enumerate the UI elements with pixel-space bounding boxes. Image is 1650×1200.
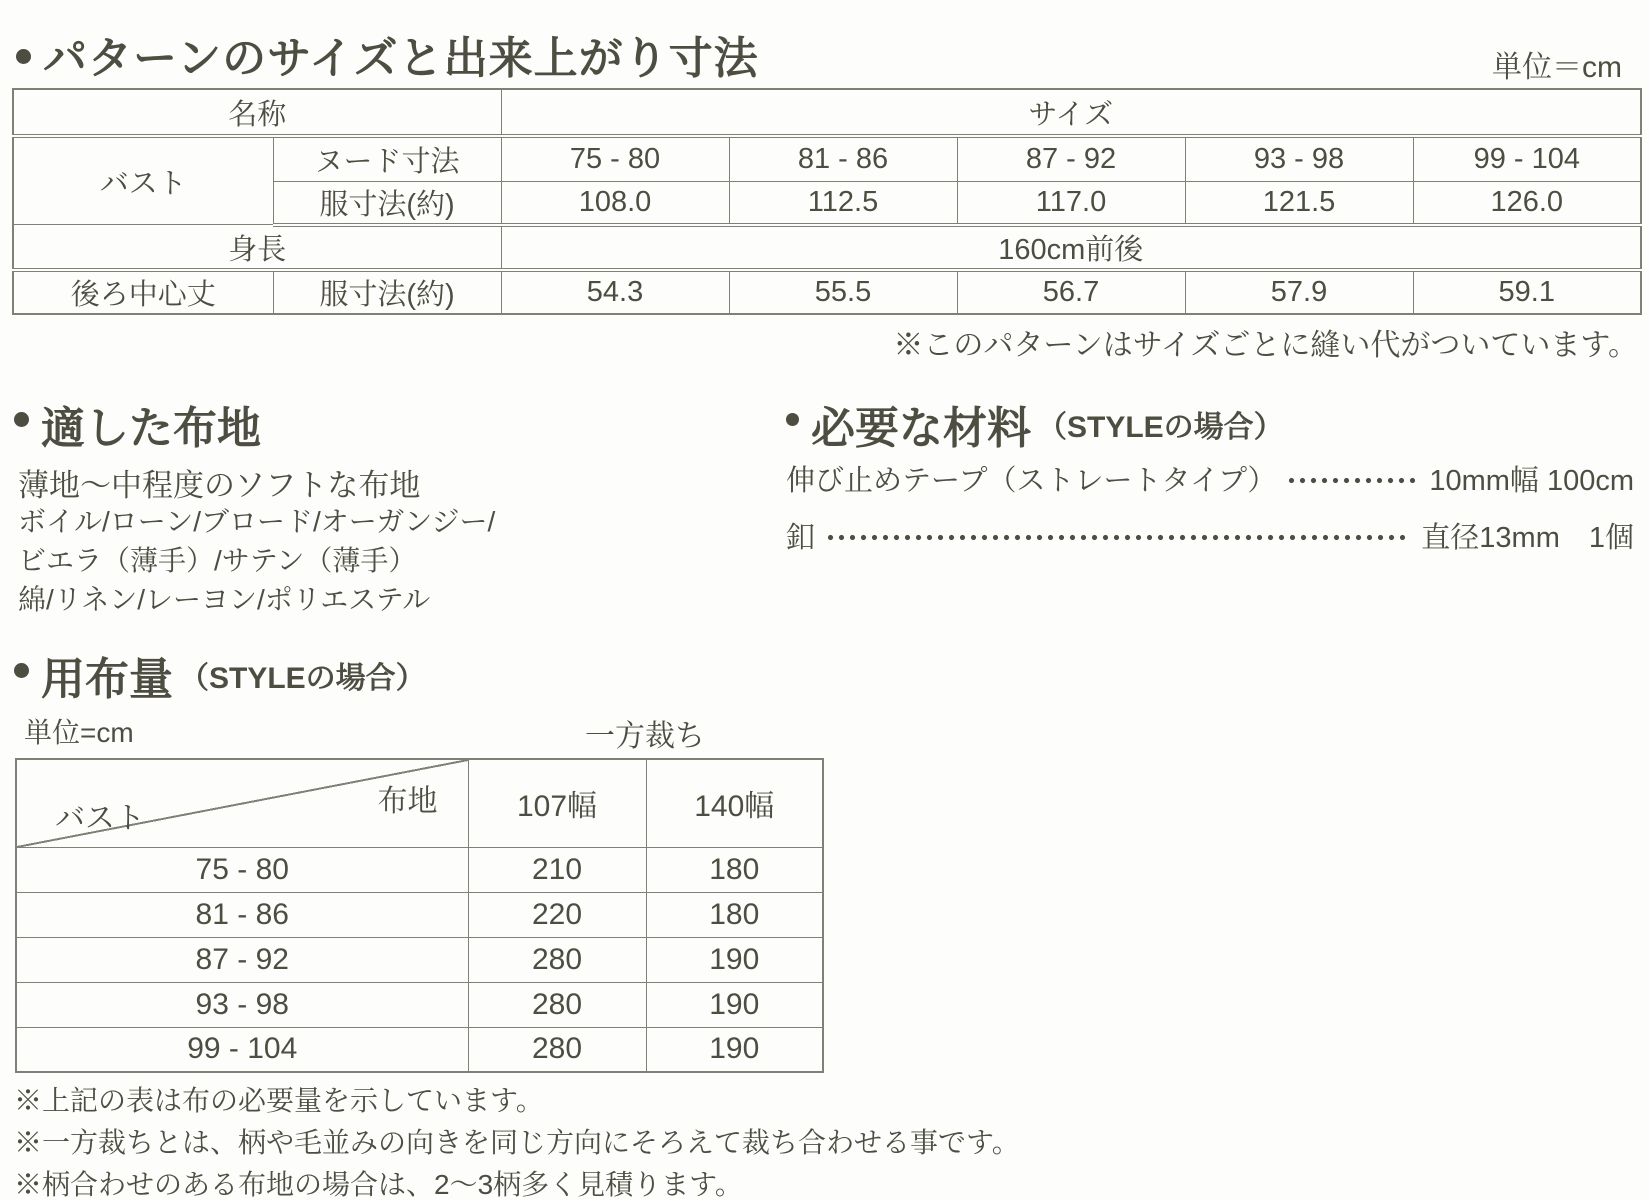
back-length-sub-label-cell: 服寸法(約) (273, 270, 501, 314)
yardage-140-cell: 190 (646, 937, 823, 982)
nude-value-cell: 99 - 104 (1413, 136, 1641, 181)
yardage-note-line: ※一方裁ちとは、柄や毛並みの向きを同じ方向にそろえて裁ち合わせる事です。 (14, 1127, 1020, 1158)
dot-leader (1286, 477, 1419, 484)
bullet-icon (786, 413, 799, 426)
corner-fabric-label: 布地 (377, 785, 438, 818)
materials-heading-suffix: （STYLEの場合） (1037, 411, 1284, 444)
nude-value-cell: 75 - 80 (501, 136, 729, 181)
yardage-107-cell: 280 (468, 937, 646, 982)
garment-value-cell: 117.0 (957, 181, 1185, 225)
width-140-header: 140幅 (646, 759, 823, 847)
back-length-value-cell: 55.5 (729, 270, 957, 314)
back-length-value-cell: 59.1 (1413, 270, 1641, 314)
nude-value-cell: 87 - 92 (957, 136, 1185, 181)
seam-allowance-note: ※このパターンはサイズごとに縫い代がついています。 (893, 329, 1638, 362)
yardage-heading (14, 643, 426, 707)
one-way-cut-label: 一方裁ち (585, 720, 705, 753)
back-length-row (13, 270, 1641, 314)
materials-heading-text: 必要な材料 (811, 404, 1031, 453)
bullet-icon (14, 663, 29, 678)
yardage-bust-cell: 87 - 92 (16, 937, 468, 982)
yardage-107-cell: 280 (468, 1027, 646, 1072)
yardage-bust-cell: 93 - 98 (16, 982, 468, 1027)
bust-nude-row (13, 136, 1641, 181)
corner-bust-label: バスト (55, 801, 145, 835)
fabrics-list-item: ボイル/ローン/ブロード/オーガンジー/ (18, 506, 496, 537)
page-title-text: パターンのサイズと出来上がり寸法 (43, 34, 759, 83)
garment-label-cell: 服寸法(約) (273, 181, 501, 225)
yardage-107-cell: 220 (468, 892, 646, 937)
size-table (12, 88, 1642, 315)
material-value: 直径13mm 1個 (1421, 522, 1634, 554)
back-length-value-cell: 54.3 (501, 270, 729, 314)
height-label-cell: 身長 (13, 225, 501, 270)
height-row (13, 225, 1641, 270)
bullet-icon (16, 49, 31, 64)
yardage-note-line: ※柄合わせのある布地の場合は、2～3柄多く見積ります。 (14, 1169, 743, 1200)
fabrics-heading-text: 適した布地 (41, 404, 261, 453)
fabrics-intro: 薄地～中程度のソフトな布地 (18, 468, 421, 503)
materials-list (786, 458, 1634, 572)
yardage-107-cell: 280 (468, 982, 646, 1027)
yardage-notes (14, 1080, 1020, 1200)
yardage-row (16, 892, 823, 937)
fabrics-list (18, 502, 495, 619)
nude-label-cell: ヌード寸法 (273, 136, 501, 181)
yardage-140-cell: 190 (646, 982, 823, 1027)
yardage-table (15, 758, 824, 1073)
back-length-value-cell: 57.9 (1185, 270, 1413, 314)
yardage-row (16, 847, 823, 892)
back-length-label-cell: 後ろ中心丈 (13, 270, 273, 314)
garment-value-cell: 112.5 (729, 181, 957, 225)
materials-heading (786, 392, 1284, 456)
width-107-header: 107幅 (468, 759, 646, 847)
bust-label-cell: バスト (13, 136, 273, 225)
unit-label-top: 単位＝cm (1492, 51, 1622, 84)
yardage-note-line: ※上記の表は布の必要量を示しています。 (14, 1085, 544, 1116)
yardage-140-cell: 190 (646, 1027, 823, 1072)
garment-value-cell: 121.5 (1185, 181, 1413, 225)
header-size-cell: サイズ (501, 89, 1641, 136)
yardage-heading-text: 用布量 (41, 655, 173, 704)
yardage-107-cell: 210 (468, 847, 646, 892)
fabrics-list-item: ビエラ（薄手）/サテン（薄手） (18, 545, 417, 576)
material-label: 伸び止めテープ（ストレートタイプ） (786, 465, 1277, 497)
garment-value-cell: 126.0 (1413, 181, 1641, 225)
yardage-header-row (16, 759, 823, 847)
material-item (786, 458, 1634, 499)
yardage-row (16, 937, 823, 982)
diagonal-corner-cell (16, 759, 468, 847)
back-length-value-cell: 56.7 (957, 270, 1185, 314)
page-title (16, 22, 759, 86)
material-item (786, 515, 1634, 556)
unit-label-bottom: 単位=cm (24, 717, 134, 748)
nude-value-cell: 93 - 98 (1185, 136, 1413, 181)
yardage-row (16, 1027, 823, 1072)
yardage-140-cell: 180 (646, 892, 823, 937)
height-value-cell: 160cm前後 (501, 225, 1641, 270)
nude-value-cell: 81 - 86 (729, 136, 957, 181)
yardage-heading-suffix: （STYLEの場合） (179, 662, 426, 695)
yardage-row (16, 982, 823, 1027)
fabrics-list-item: 綿/リネン/レーヨン/ポリエステル (18, 584, 431, 615)
garment-value-cell: 108.0 (501, 181, 729, 225)
yardage-bust-cell: 81 - 86 (16, 892, 468, 937)
bullet-icon (14, 412, 29, 427)
yardage-bust-cell: 75 - 80 (16, 847, 468, 892)
header-name-cell: 名称 (13, 89, 501, 136)
material-value: 10mm幅 100cm (1429, 465, 1634, 497)
material-label: 釦 (786, 522, 816, 554)
yardage-140-cell: 180 (646, 847, 823, 892)
size-table-header-row (13, 89, 1641, 136)
dot-leader (825, 534, 1411, 541)
fabrics-heading (14, 392, 261, 456)
yardage-bust-cell: 99 - 104 (16, 1027, 468, 1072)
